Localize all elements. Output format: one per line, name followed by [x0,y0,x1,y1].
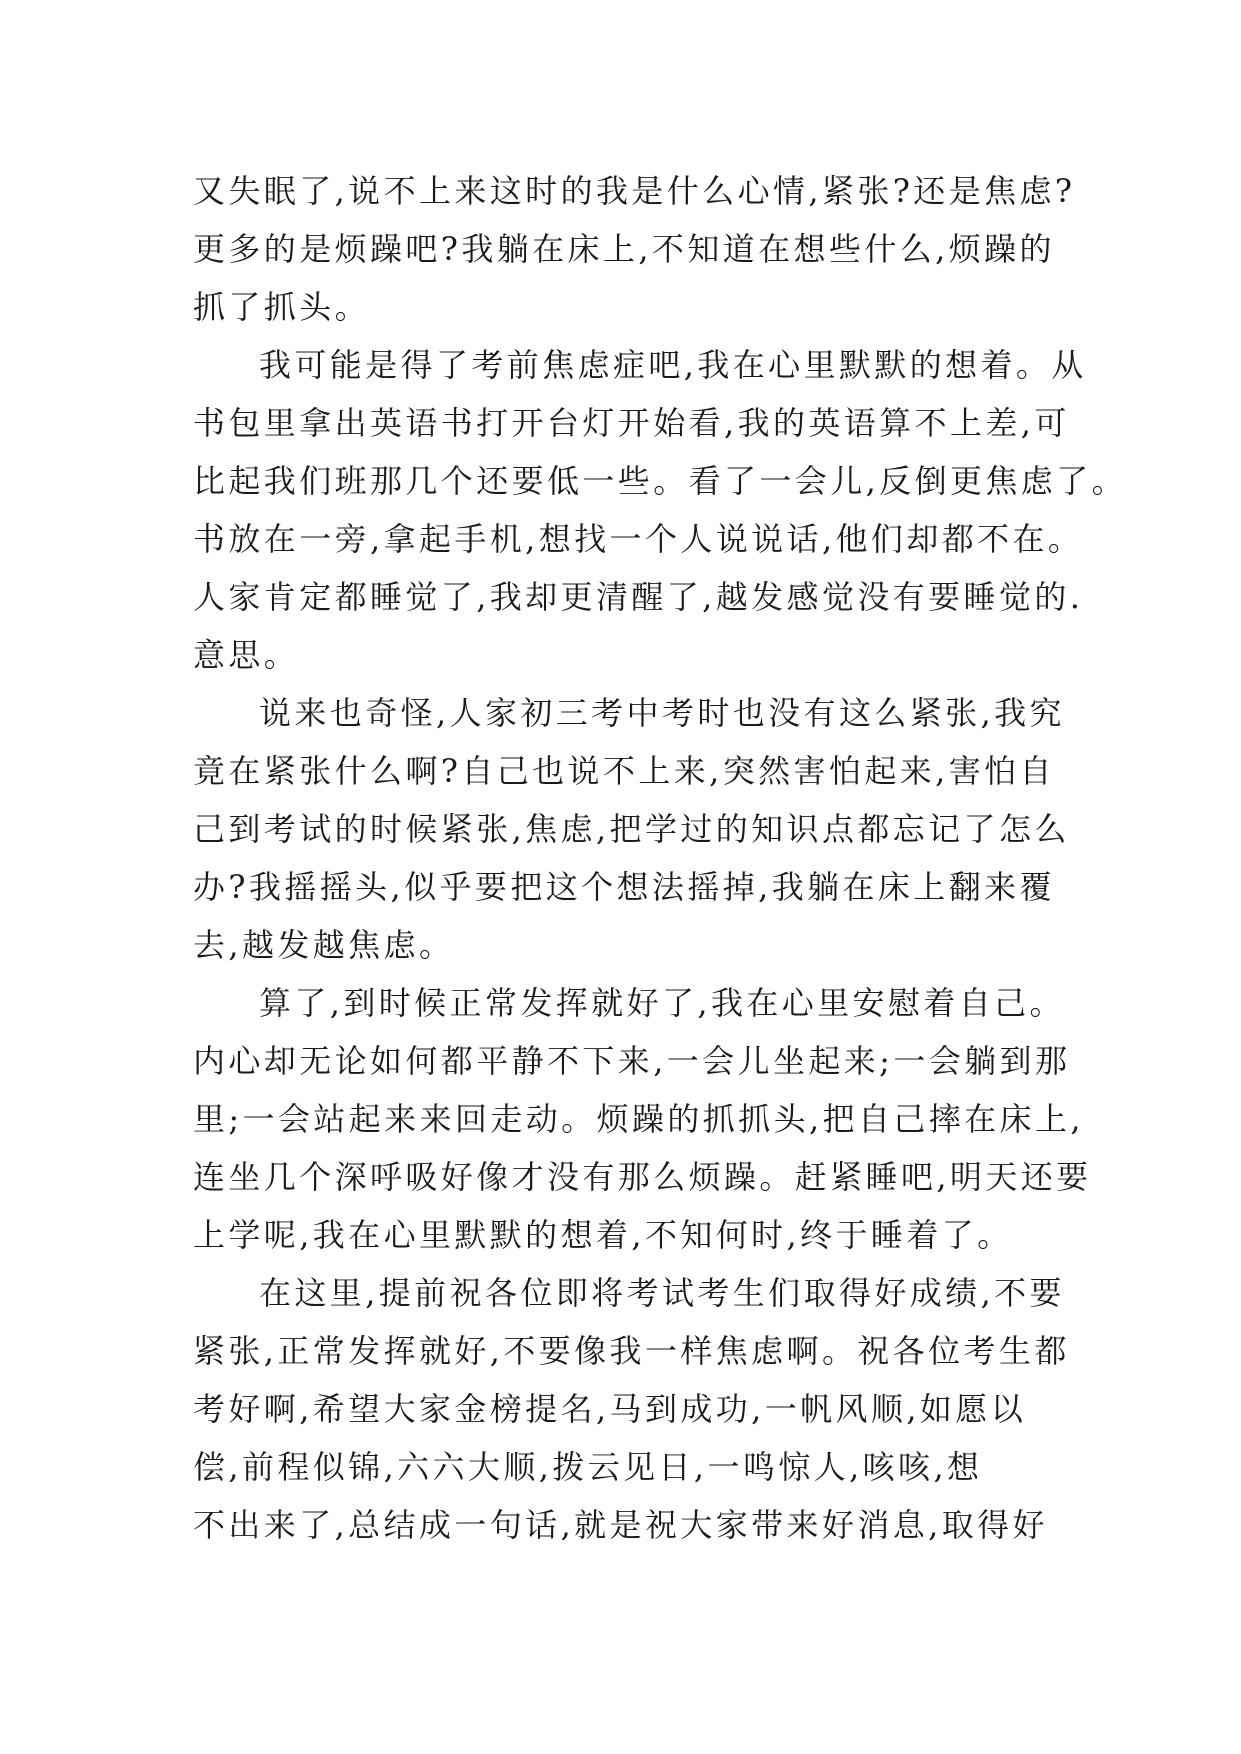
text-line: 里;一会站起来来回走动。烦躁的抓抓头,把自己摔在床上, [193,1100,1084,1138]
text-line: 偿,前程似锦,六六大顺,拨云见日,一鸣惊人,咳咳,想 [193,1448,983,1486]
text-line: 不出来了,总结成一句话,就是祝大家带来好消息,取得好 [193,1506,1048,1544]
text-line: 己到考试的时候紧张,焦虑,把学过的知识点都忘记了怎么 [193,810,1070,848]
text-line: 在这里,提前祝各位即将考试考生们取得好成绩,不要 [259,1274,1065,1312]
text-line: 书放在一旁,拿起手机,想找一个人说说话,他们却都不在。 [193,520,1084,558]
paragraph-5 [193,1264,1073,1554]
text-line: 办?我摇摇头,似乎要把这个想法摇掉,我躺在床上翻来覆 [193,868,1055,906]
text-line: 紧张,正常发挥就好,不要像我一样焦虑啊。祝各位考生都 [193,1332,1070,1370]
text-line: 更多的是烦躁吧?我躺在床上,不知道在想些什么,烦躁的 [193,230,1055,268]
paragraph-2 [193,336,1127,684]
text-line: 内心却无论如何都平静不下来,一会儿坐起来;一会躺到那 [193,1042,1071,1080]
text-line: 算了,到时候正常发挥就好了,我在心里安慰着自己。 [259,984,1065,1022]
document-page [193,162,1127,1554]
text-line: 竟在紧张什么啊?自己也说不上来,突然害怕起来,害怕自 [193,752,1055,790]
paragraph-4 [193,974,1092,1264]
text-line: 书包里拿出英语书打开台灯开始看,我的英语算不上差,可 [193,404,1070,442]
text-line: 上学呢,我在心里默默的想着,不知何时,终于睡着了。 [193,1216,1013,1254]
paragraph-1 [193,162,1076,336]
text-line: 比起我们班那几个还要低一些。看了一会儿,反倒更焦虑了。 [193,462,1127,500]
text-line: 去,越发越焦虑。 [193,926,455,964]
paragraph-3 [193,684,1073,974]
text-line: 说来也奇怪,人家初三考中考时也没有这么紧张,我究 [259,694,1065,732]
text-line: 又失眠了,说不上来这时的我是什么心情,紧张?还是焦虑? [193,172,1076,210]
text-line: 连坐几个深呼吸好像才没有那么烦躁。赶紧睡吧,明天还要 [193,1158,1092,1196]
text-line: 我可能是得了考前焦虑症吧,我在心里默默的想着。从 [259,346,1087,384]
text-line: 意思。 [193,636,300,674]
text-line: 抓了抓头。 [193,288,371,326]
text-line: 人家肯定都睡觉了,我却更清醒了,越发感觉没有要睡觉的. [193,578,1084,616]
text-line: 考好啊,希望大家金榜提名,马到成功,一帆风顺,如愿以 [193,1390,1027,1428]
